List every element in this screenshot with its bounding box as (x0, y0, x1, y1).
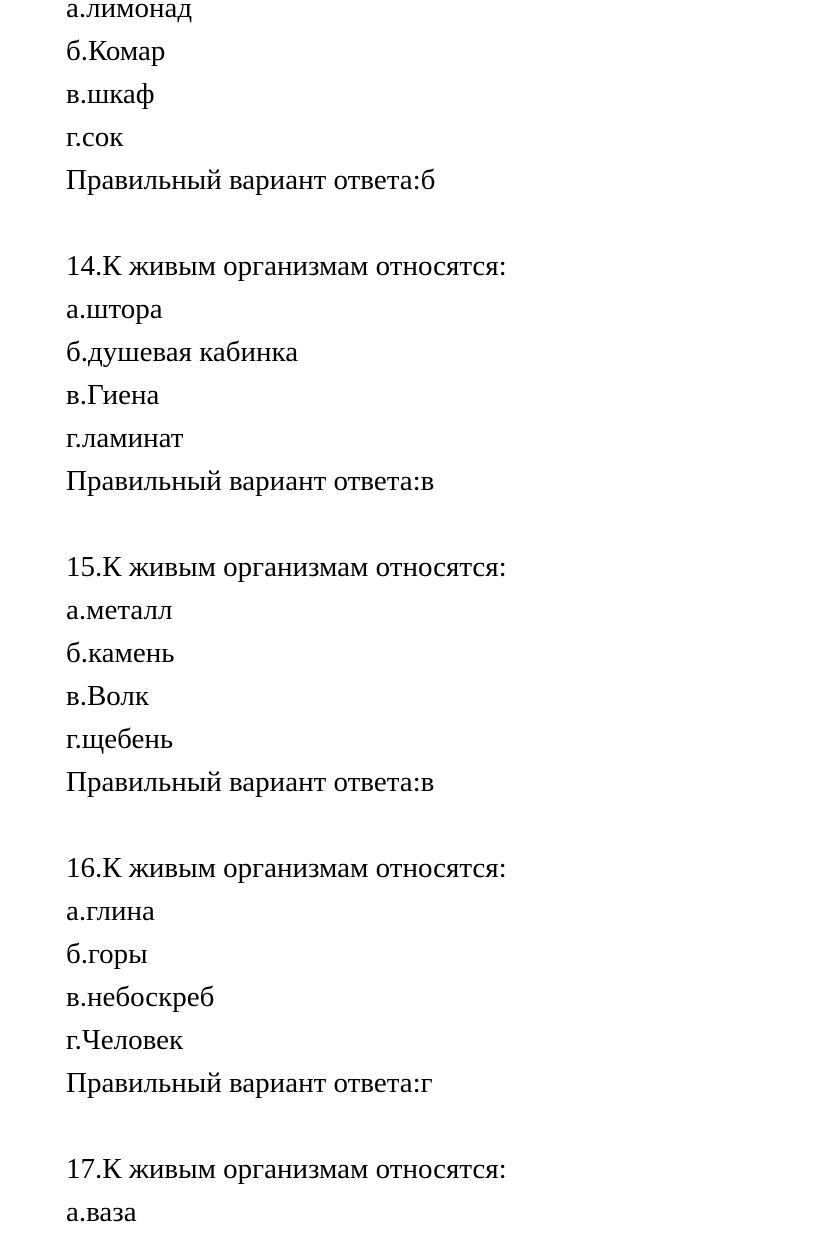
option-a: а.металл (66, 594, 173, 626)
question-title: 16.К живым организмам относятся: (66, 852, 507, 884)
question-13-remainder (66, 0, 786, 202)
option-b: б.горы (66, 938, 148, 970)
option-g: г.Человек (66, 1024, 184, 1056)
option-b: б.камень (66, 637, 175, 669)
answer-line: Правильный вариант ответа:в (66, 465, 435, 497)
option-v: в.Волк (66, 680, 149, 712)
blank-line (66, 503, 786, 546)
question-16 (66, 847, 786, 1105)
question-title: 14.К живым организмам относятся: (66, 250, 507, 282)
question-14 (66, 245, 786, 503)
question-title: 17.К живым организмам относятся: (66, 1153, 507, 1185)
option-v: в.шкаф (66, 78, 155, 110)
option-g: г.ламинат (66, 422, 184, 454)
blank-line (66, 1105, 786, 1148)
question-17 (66, 1148, 786, 1234)
question-title: 15.К живым организмам относятся: (66, 551, 507, 583)
answer-line: Правильный вариант ответа:г (66, 1067, 433, 1099)
option-v: в.Гиена (66, 379, 160, 411)
option-g: г.щебень (66, 723, 174, 755)
answer-line: Правильный вариант ответа:в (66, 766, 435, 798)
option-a: а.штора (66, 293, 163, 325)
answer-line: Правильный вариант ответа:б (66, 164, 436, 196)
option-v: в.небоскреб (66, 981, 215, 1013)
option-a: а.глина (66, 895, 155, 927)
option-a: а.лимонад (66, 0, 193, 24)
option-g: г.сок (66, 121, 124, 153)
blank-line (66, 202, 786, 245)
option-b: б.Комар (66, 35, 166, 67)
blank-line (66, 804, 786, 847)
option-a: а.ваза (66, 1196, 137, 1228)
option-b: б.душевая кабинка (66, 336, 299, 368)
document-content (66, 0, 786, 1234)
question-15 (66, 546, 786, 804)
